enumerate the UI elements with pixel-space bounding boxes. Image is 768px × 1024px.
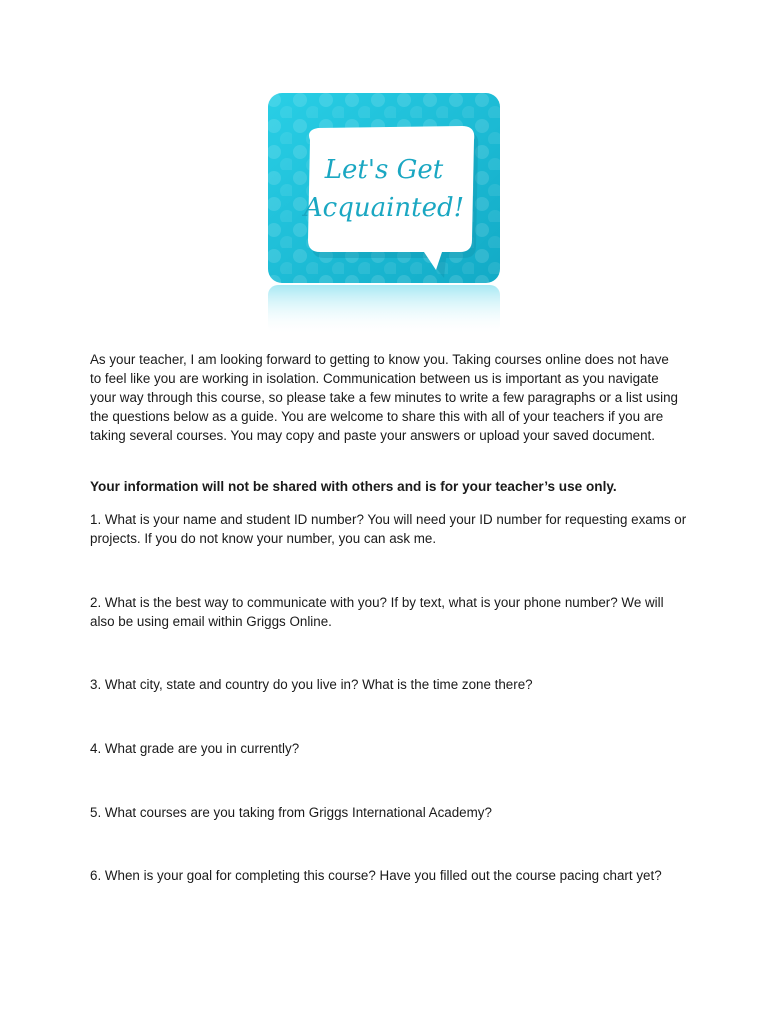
banner-line1: Let's Get [324, 155, 444, 185]
speech-bubble-banner-image [266, 92, 502, 336]
question-3: 3. What city, state and country do you live in? What is the time zone there? [90, 677, 533, 692]
intro-paragraph: As your teacher, I am looking forward to getting to know you. Taking courses online does not have to feel like you are working in isolation. Communication between us is important as you navigate your way through this course, so please take a few minutes to write a few paragraphs or a list using the questions below as a guide. You are welcome to share this with all of your teachers if you are taking several courses. You may copy and paste your answers or upload your saved document. [90, 352, 678, 443]
privacy-notice: Your information will not be shared with others and is for your teacher’s use only. [90, 479, 617, 494]
question-6: 6. When is your goal for completing this course? Have you filled out the course pacing chart yet? [90, 868, 662, 883]
question-2: 2. What is the best way to communicate with you? If by text, what is your phone number? We will also be using email within Griggs Online. [90, 595, 664, 629]
question-1: 1. What is your name and student ID number? You will need your ID number for requesting exams or projects. If you do not know your number, you can ask me. [90, 512, 687, 546]
question-4: 4. What grade are you in currently? [90, 741, 300, 756]
question-5: 5. What courses are you taking from Griggs International Academy? [90, 805, 492, 820]
lets-get-acquainted-banner [266, 92, 502, 336]
banner-line2: Acquainted! [303, 193, 465, 223]
